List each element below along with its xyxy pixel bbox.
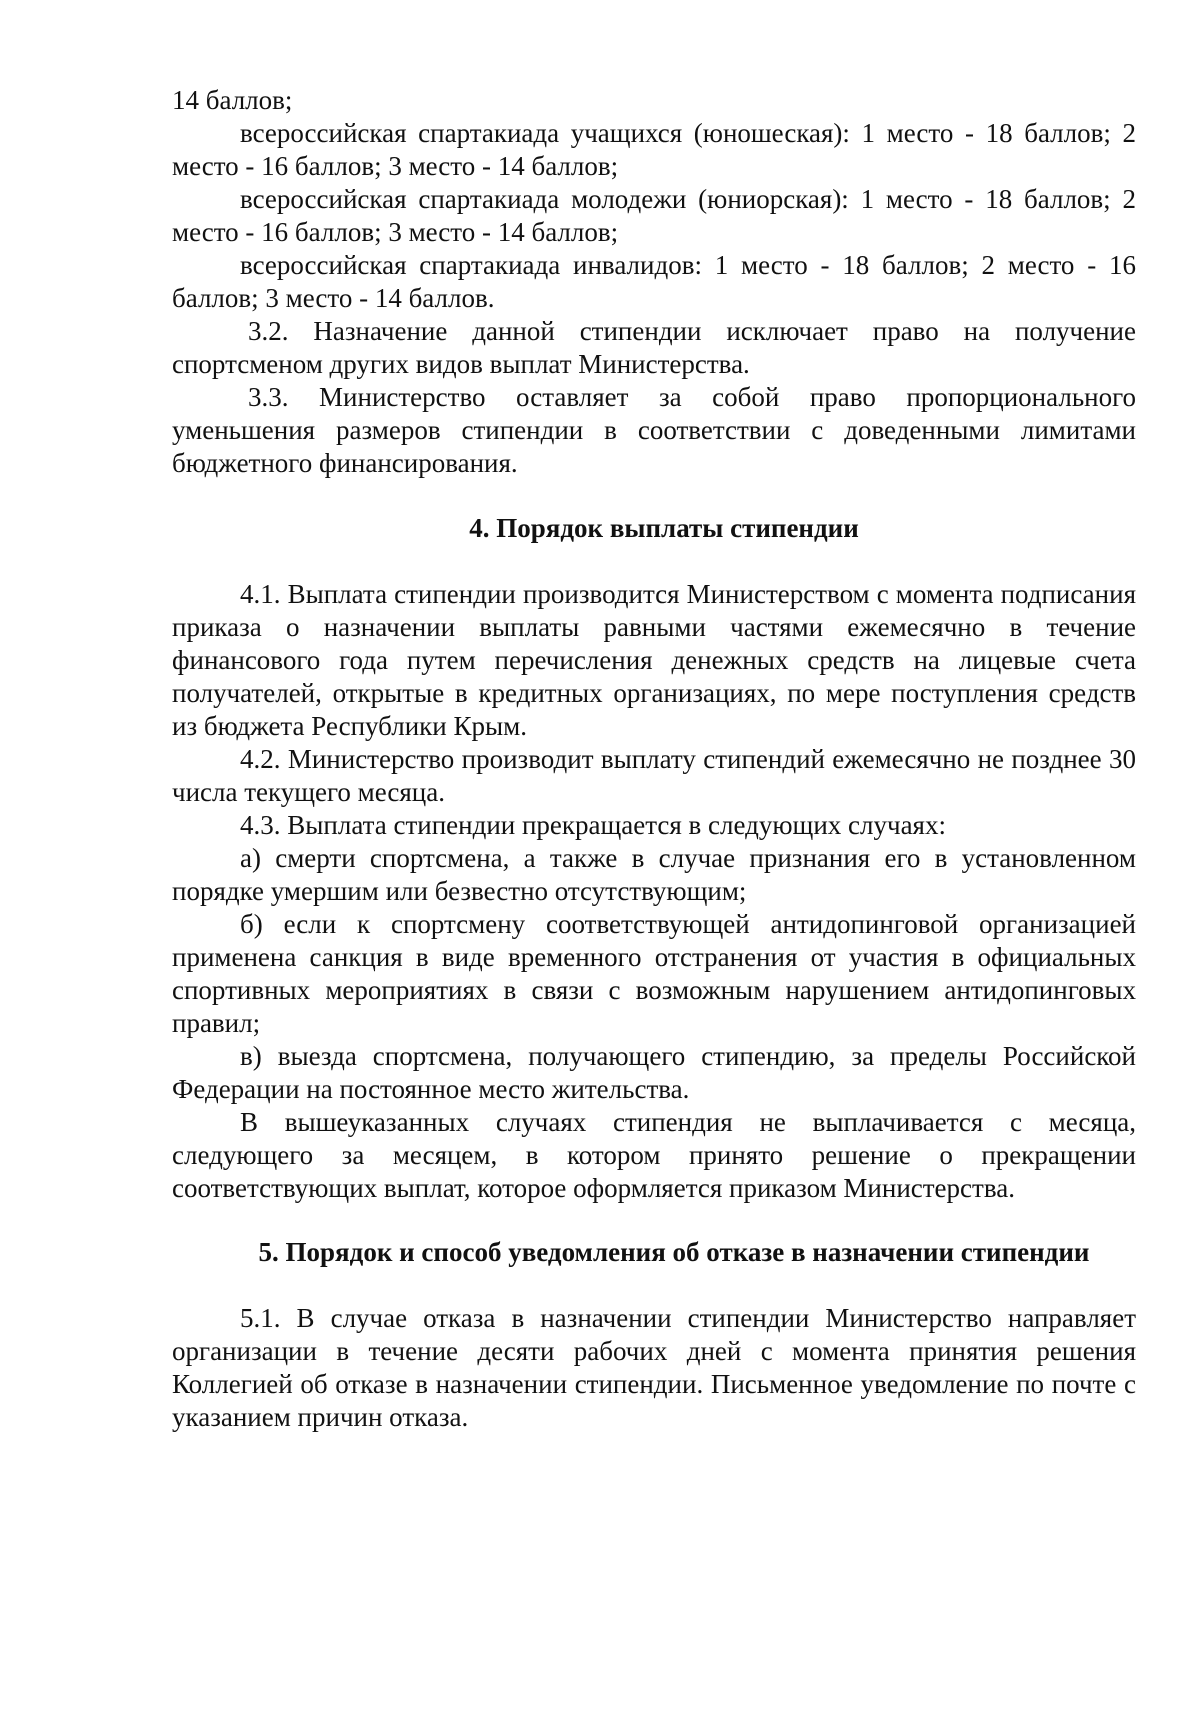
junior-spartakiad-points: всероссийская спартакиада молодежи (юниорская): 1 место - 18 баллов; 2 место - 16 баллов; 3 место - 14 баллов;: [172, 184, 1136, 247]
case-a: а) смерти спортсмена, а также в случае признания его в установленном порядке умершим или безвестно отсутствующим;: [172, 843, 1136, 906]
disabled-spartakiad-points: всероссийская спартакиада инвалидов: 1 место - 18 баллов; 2 место - 16 баллов; 3 место - 14 баллов.: [172, 250, 1136, 313]
section-4-heading: 4. Порядок выплаты стипендии: [469, 513, 859, 543]
paragraph-3-3: 3.3. Министерство оставляет за собой право пропорционального уменьшения размеров стипендии в соответствии с доведенными лимитами бюджетного финансирования.: [172, 382, 1136, 478]
section-5-heading: 5. Порядок и способ уведомления об отказе в назначении стипендии: [258, 1237, 1090, 1267]
case-b: б) если к спортсмену соответствующей антидопинговой организацией применена санкция в виде временного отстранения от участия в официальных спортивных мероприятиях в связи с возможным нарушением антидопинговых правил;: [172, 909, 1136, 1038]
document-body: [172, 84, 1136, 1434]
section-4-closing-paragraph: В вышеуказанных случаях стипендия не выплачивается с месяца, следующего за месяцем, в котором принято решение о прекращении соответствующих выплат, которое оформляется приказом Министерства.: [172, 1107, 1136, 1203]
paragraph-4-2: 4.2. Министерство производит выплату стипендий ежемесячно не позднее 30 числа текущего месяца.: [172, 744, 1136, 807]
paragraph-4-3: 4.3. Выплата стипендии прекращается в следующих случаях:: [240, 810, 946, 840]
paragraph-3-2: 3.2. Назначение данной стипендии исключает право на получение спортсменом других видов выплат Министерства.: [172, 316, 1136, 379]
case-v: в) выезда спортсмена, получающего стипендию, за пределы Российской Федерации на постоянное место жительства.: [172, 1041, 1136, 1104]
continuation-line-14-points: 14 баллов;: [172, 85, 293, 115]
youth-spartakiad-points: всероссийская спартакиада учащихся (юношеская): 1 место - 18 баллов; 2 место - 16 баллов; 3 место - 14 баллов;: [172, 118, 1136, 181]
paragraph-5-1: 5.1. В случае отказа в назначении стипендии Министерство направляет организации в течение десяти рабочих дней с момента принятия решения Коллегией об отказе в назначении стипендии. Письменное уведомление по почте с указанием причин отказа.: [172, 1303, 1136, 1432]
paragraph-4-1: 4.1. Выплата стипендии производится Министерством с момента подписания приказа о назначении выплаты равными частями ежемесячно в течение финансового года путем перечисления денежных средств на лицевые счета получателей, открытые в кредитных организациях, по мере поступления средств из бюджета Республики Крым.: [172, 579, 1136, 741]
